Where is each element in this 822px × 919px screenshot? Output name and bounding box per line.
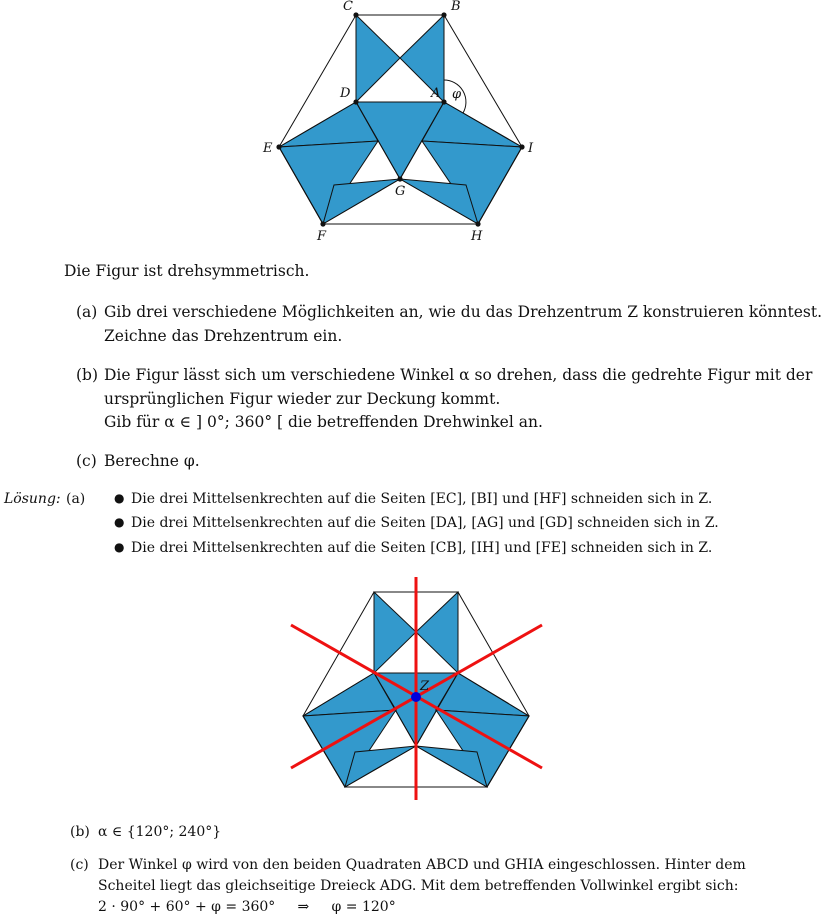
bullet-dot: ●	[114, 540, 125, 554]
point-H	[475, 221, 480, 226]
point-F	[320, 221, 325, 226]
label-D: D	[340, 86, 351, 101]
point-A	[441, 99, 446, 104]
label-C: C	[343, 0, 353, 14]
task-c-line-1: Berechne φ.	[104, 452, 200, 470]
angle-phi-label: φ	[452, 87, 462, 102]
tri-upper-right	[416, 592, 458, 673]
rotation-center-label: Z	[420, 679, 430, 694]
bullet-dot: ●	[114, 515, 125, 529]
point-E	[276, 144, 281, 149]
task-b-line-1: Die Figur lässt sich um verschiedene Winkel α so drehen, dass die gedrehte Figur mit der	[104, 366, 813, 384]
bullet-item-1: Die drei Mittelsenkrechten auf die Seiten [EC], [BI] und [HF] schneiden sich in Z.	[131, 491, 713, 507]
solution-a-label: (a)	[66, 491, 86, 507]
solution-heading: Lösung:	[4, 491, 61, 507]
intro-text: Die Figur ist drehsymmetrisch.	[64, 262, 310, 280]
point-G	[397, 176, 402, 181]
label-B: B	[451, 0, 461, 14]
solution-b-text: α ∈ {120°; 240°}	[98, 824, 222, 840]
label-G: G	[395, 184, 406, 199]
figure-2	[0, 570, 733, 810]
task-a-label: (a)	[76, 303, 98, 321]
task-b-label: (b)	[76, 366, 99, 384]
solution-b-label: (b)	[70, 824, 90, 840]
task-b-line-3: Gib für α ∈ ] 0°; 360° [ die betreffenden Drehwinkel an.	[104, 413, 543, 431]
task-c-label: (c)	[76, 452, 97, 470]
task-b-line-2: ursprünglichen Figur wieder zur Deckung kommt.	[104, 390, 501, 408]
solution-c-line-3: 2 · 90° + 60° + φ = 360° ⇒ φ = 120°	[98, 899, 396, 915]
bullet-dot: ●	[114, 491, 125, 505]
label-I: I	[528, 141, 534, 156]
solution-c-line-2: Scheitel liegt das gleichseitige Dreieck ADG. Mit dem betreffenden Vollwinkel ergibt sich:	[98, 878, 739, 894]
label-E: E	[263, 141, 273, 156]
point-I	[519, 144, 524, 149]
point-C	[353, 12, 358, 17]
label-F: F	[317, 229, 327, 244]
solution-c-line-1: Der Winkel φ wird von den beiden Quadraten ABCD und GHIA eingeschlossen. Hinter dem	[98, 857, 746, 873]
task-a-line-2: Zeichne das Drehzentrum ein.	[104, 327, 343, 345]
solution-c-label: (c)	[70, 857, 89, 873]
label-A: A	[431, 86, 441, 101]
figure-1	[0, 0, 733, 250]
bullet-item-3: Die drei Mittelsenkrechten auf die Seiten [CB], [IH] und [FE] schneiden sich in Z.	[131, 540, 713, 556]
bullet-item-2: Die drei Mittelsenkrechten auf die Seiten [DA], [AG] und [GD] schneiden sich in Z.	[131, 515, 719, 531]
label-H: H	[471, 229, 483, 244]
point-D	[353, 99, 358, 104]
task-a-line-1: Gib drei verschiedene Möglichkeiten an, wie du das Drehzentrum Z konstruieren könntest.	[104, 303, 822, 321]
tri-upper-left	[374, 592, 416, 673]
point-B	[441, 12, 446, 17]
tri-upper-left	[356, 15, 400, 102]
